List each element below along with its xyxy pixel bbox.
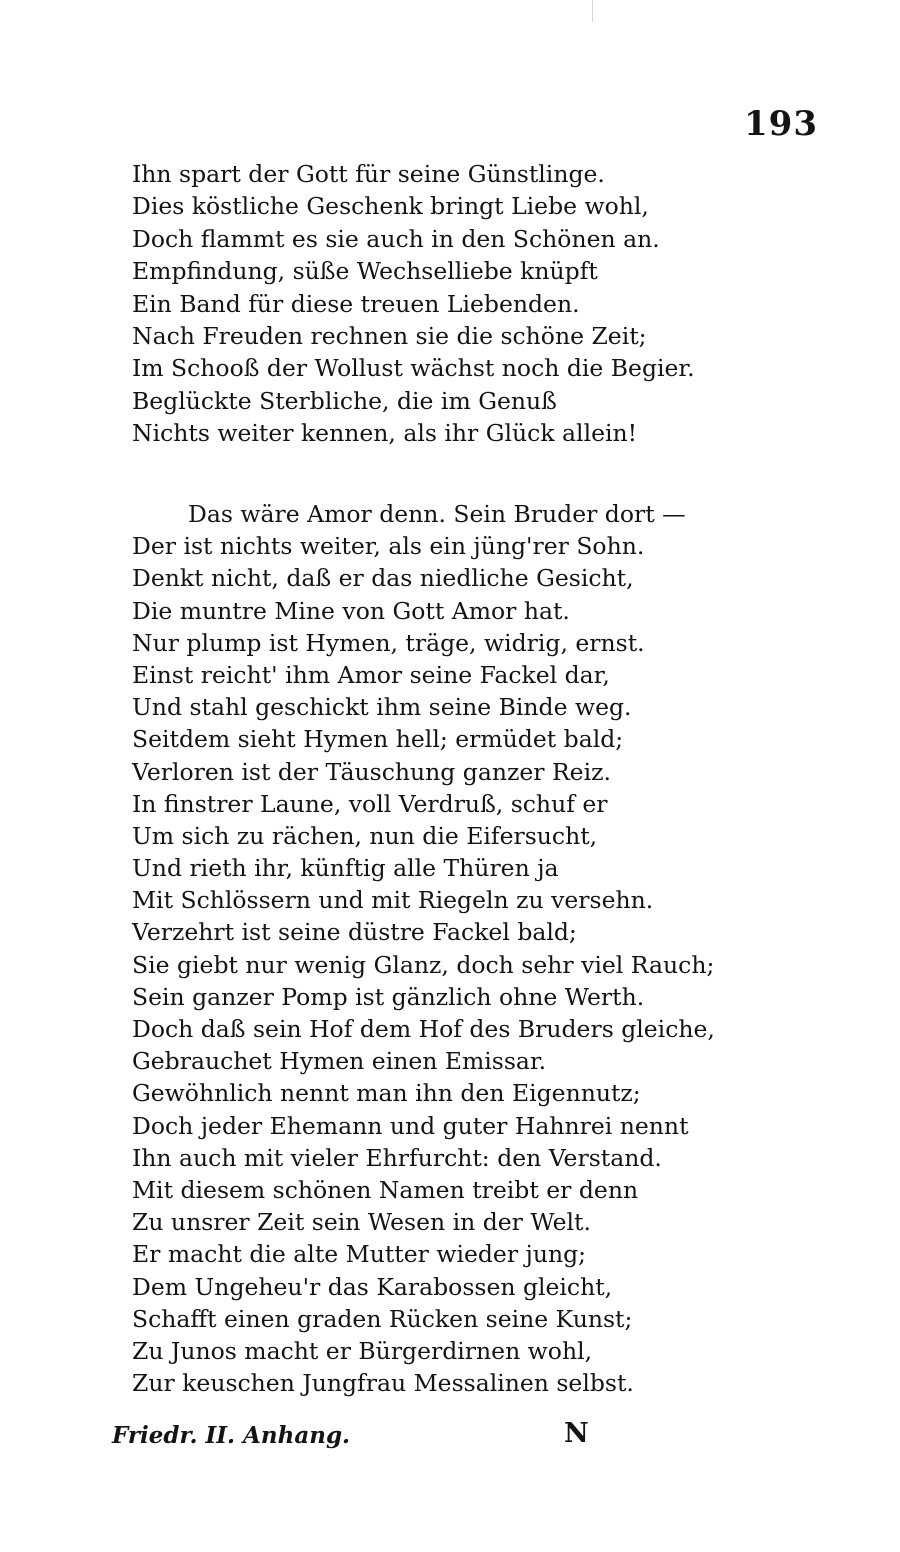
signature-mark: Friedr. II. Anhang. [112,1422,351,1449]
verse-line: Doch flammt es sie auch in den Schönen an. [132,224,660,253]
verse-line: Mit Schlössern und mit Riegeln zu versehn. [132,886,654,915]
verse-line: Ihn auch mit vieler Ehrfurcht: den Verstand. [132,1143,662,1172]
verse-line: Zu unsrer Zeit sein Wesen in der Welt. [132,1208,591,1237]
verse-line: Die muntre Mine von Gott Amor hat. [132,596,570,625]
stanza-1 [132,158,812,450]
verse-line: Nichts weiter kennen, als ihr Glück allein! [132,419,638,448]
verse-line: Das wäre Amor denn. Sein Bruder dort — [188,500,686,528]
verse-line: Sie giebt nur wenig Glanz, doch sehr viel Rauch; [132,950,715,979]
verse-line: Mit diesem schönen Namen treibt er denn [132,1175,639,1204]
verse-line: Beglückte Sterbliche, die im Genuß [132,386,557,415]
verse-line: Der ist nichts weiter, als ein jüng'rer Sohn. [132,532,645,561]
verse-line: Empfindung, süße Wechselliebe knüpft [132,257,598,286]
verse-line: Zu Junos macht er Bürgerdirnen wohl, [132,1336,593,1365]
verse-line: Denkt nicht, daß er das niedliche Gesicht, [132,564,634,593]
verse-line: Er macht die alte Mutter wieder jung; [132,1240,587,1269]
verse-line: Seitdem sieht Hymen hell; ermüdet bald; [132,725,624,754]
verse-line: Sein ganzer Pomp ist gänzlich ohne Werth. [132,982,645,1011]
verse-line: Zur keuschen Jungfrau Messalinen selbst. [132,1369,634,1398]
verse-line: Dem Ungeheu'r das Karabossen gleicht, [132,1272,613,1301]
verse-line: Gebrauchet Hymen einen Emissar. [132,1047,547,1076]
verse-line: Und rieth ihr, künftig alle Thüren ja [132,854,559,883]
verse-line: Dies köstliche Geschenk bringt Liebe wohl, [132,192,649,221]
verse-line: Nur plump ist Hymen, träge, widrig, ernst. [132,628,645,657]
verse-line: Um sich zu rächen, nun die Eifersucht, [132,821,598,850]
verse-line: Einst reicht' ihm Amor seine Fackel dar, [132,660,610,689]
verse-line: Doch daß sein Hof dem Hof des Bruders gleiche, [132,1015,715,1043]
verse-line: Doch jeder Ehemann und guter Hahnrei nennt [132,1111,689,1140]
verse-line: Ein Band für diese treuen Liebenden. [132,289,580,318]
stanza-2 [132,498,812,1399]
page-number: 193 [744,104,818,144]
verse-line: In finstrer Laune, voll Verdruß, schuf er [132,789,608,818]
verse-line: Schafft einen graden Rücken seine Kunst; [132,1304,633,1333]
verse-line: Ihn spart der Gott für seine Günstlinge. [132,160,605,188]
verse-line: Nach Freuden rechnen sie die schöne Zeit; [132,321,647,350]
scan-mark [592,0,593,22]
verse-line: Verloren ist der Täuschung ganzer Reiz. [132,757,611,786]
verse-line: Gewöhnlich nennt man ihn den Eigennutz; [132,1079,641,1108]
verse-line: Verzehrt ist seine düstre Fackel bald; [132,918,577,947]
gathering-letter: N [564,1418,589,1449]
verse-line: Und stahl geschickt ihm seine Binde weg. [132,693,632,722]
verse-line: Im Schooß der Wollust wächst noch die Begier. [132,354,695,383]
